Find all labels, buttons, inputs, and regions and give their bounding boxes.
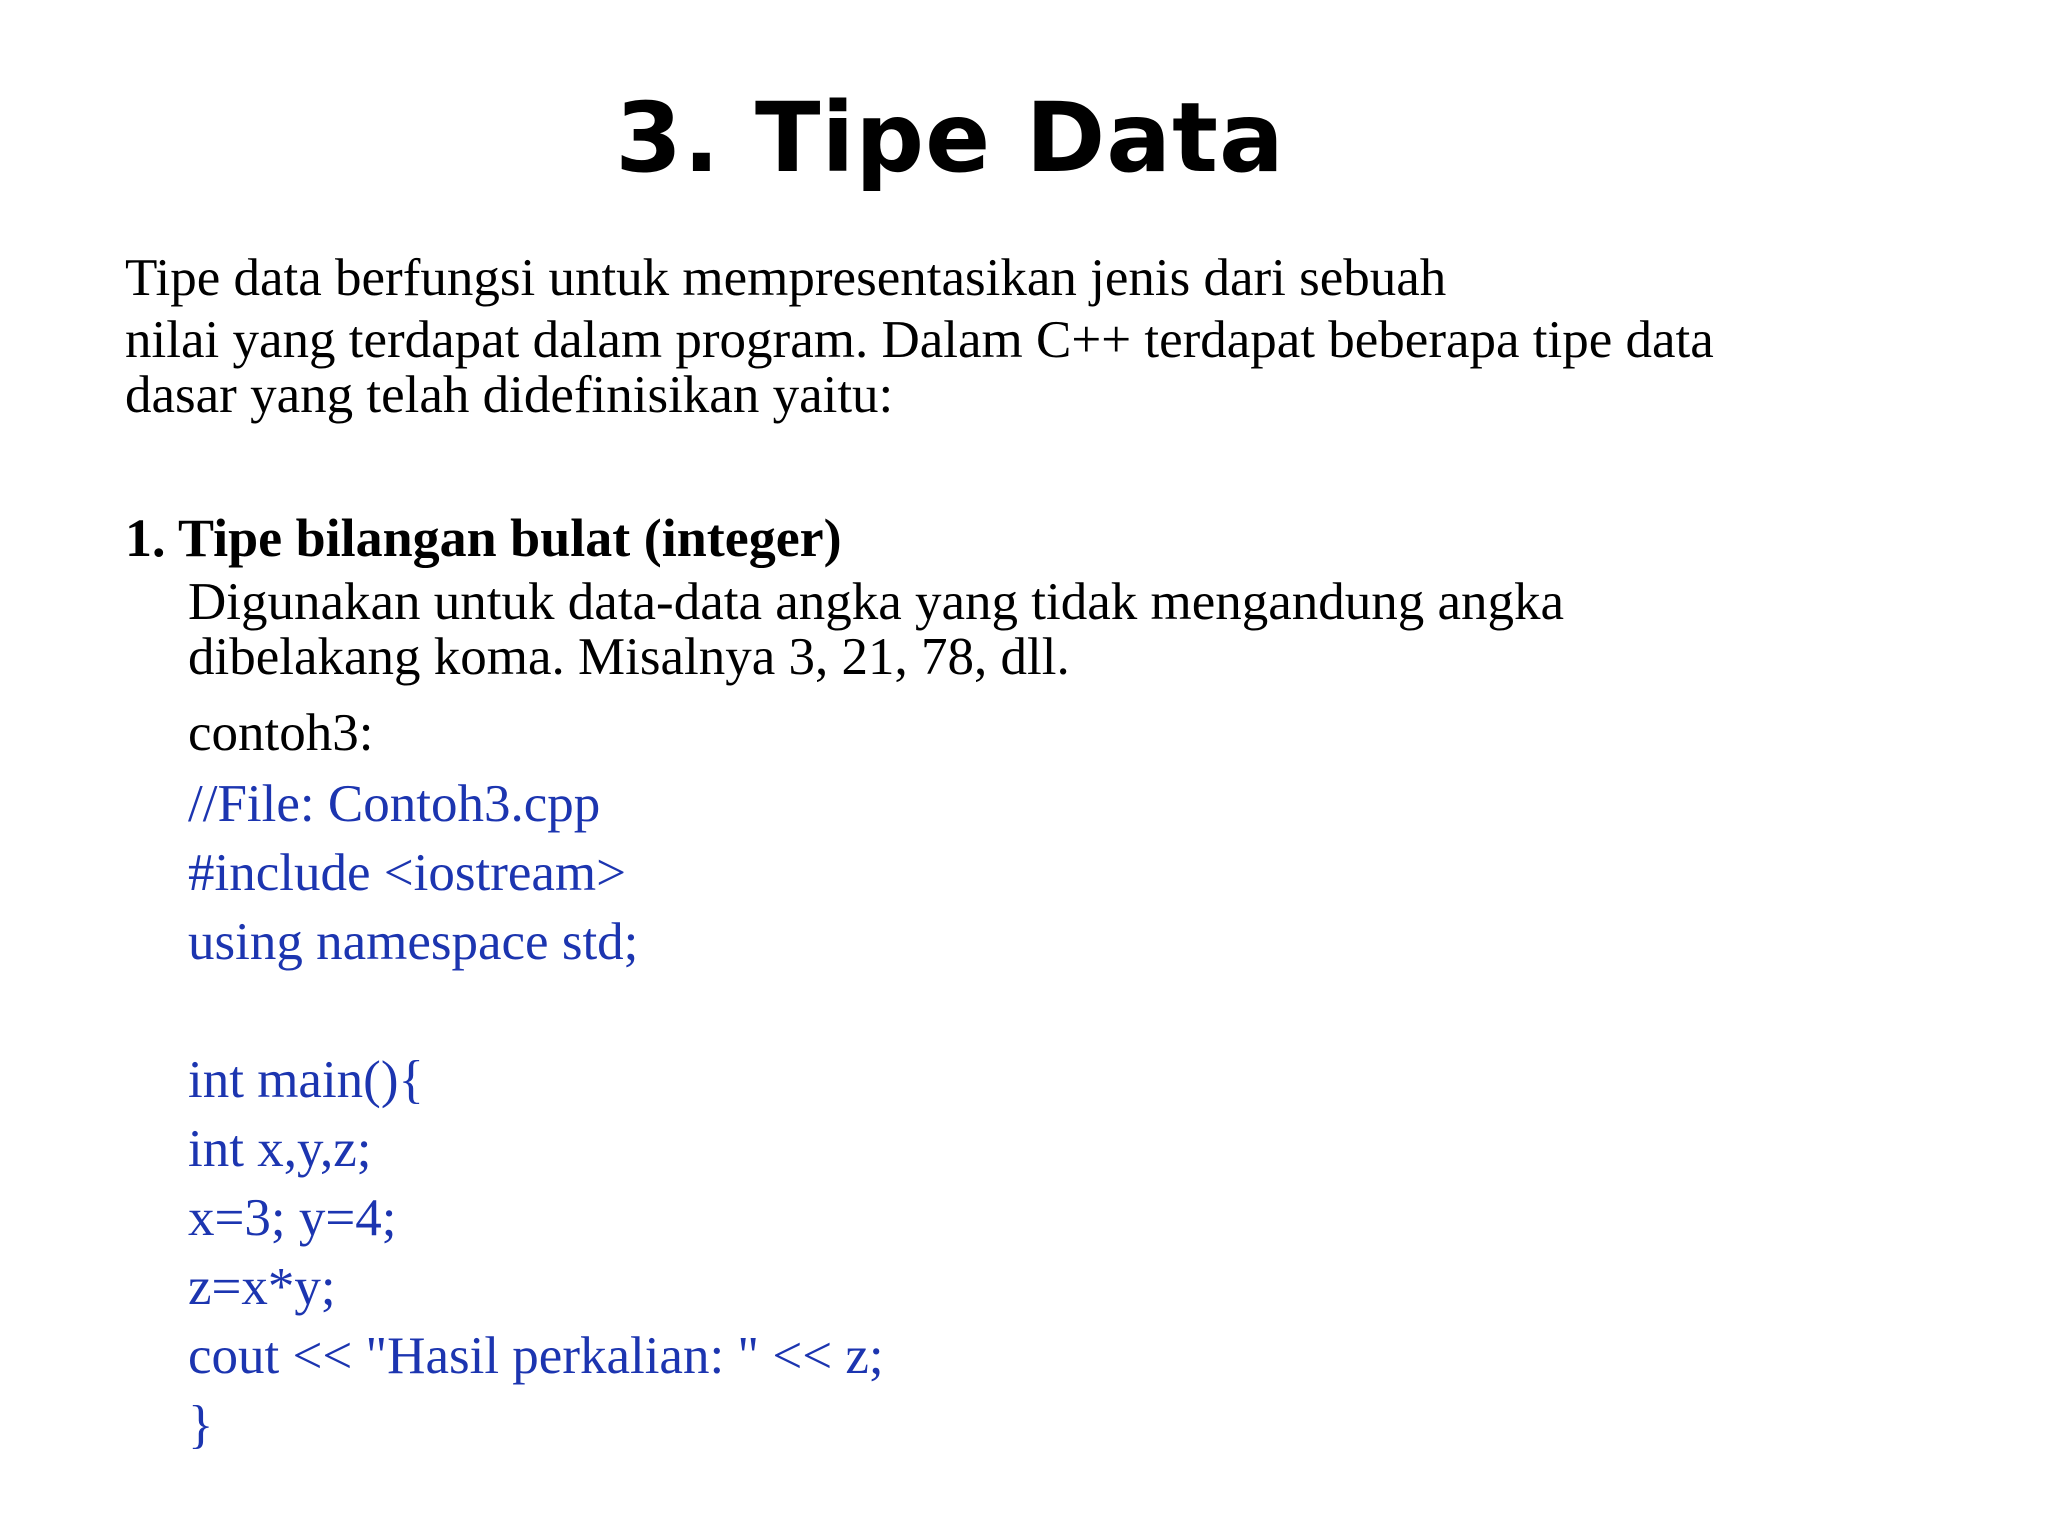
section-heading: 1. Tipe bilangan bulat (integer)	[125, 508, 842, 568]
description-line-2: dibelakang koma. Misalnya 3, 21, 78, dll.	[188, 628, 1070, 686]
code-line: z=x*y;	[188, 1258, 336, 1316]
code-line: int x,y,z;	[188, 1120, 372, 1178]
code-line: }	[188, 1396, 214, 1454]
description-line-1: Digunakan untuk data-data angka yang tidak mengandung angka	[188, 573, 1565, 631]
intro-line-3: dasar yang telah didefinisikan yaitu:	[125, 366, 894, 424]
description-paragraph	[188, 575, 1564, 685]
code-line: using namespace std;	[188, 913, 639, 971]
example-label: contoh3:	[188, 704, 374, 762]
slide-title: 3. Tipe Data	[615, 82, 1285, 194]
code-line: int main(){	[188, 1051, 424, 1109]
code-line: x=3; y=4;	[188, 1189, 397, 1247]
intro-line-2: nilai yang terdapat dalam program. Dalam C++ terdapat beberapa tipe data	[125, 311, 1714, 369]
intro-line-1: Tipe data berfungsi untuk mempresentasikan jenis dari sebuah	[125, 249, 1447, 307]
code-line: //File: Contoh3.cpp	[188, 775, 601, 833]
code-block	[188, 770, 884, 1460]
intro-paragraph	[125, 313, 1714, 423]
code-line: cout << "Hasil perkalian: " << z;	[188, 1327, 884, 1385]
code-line-blank	[188, 977, 884, 1046]
code-line: #include <iostream>	[188, 844, 627, 902]
